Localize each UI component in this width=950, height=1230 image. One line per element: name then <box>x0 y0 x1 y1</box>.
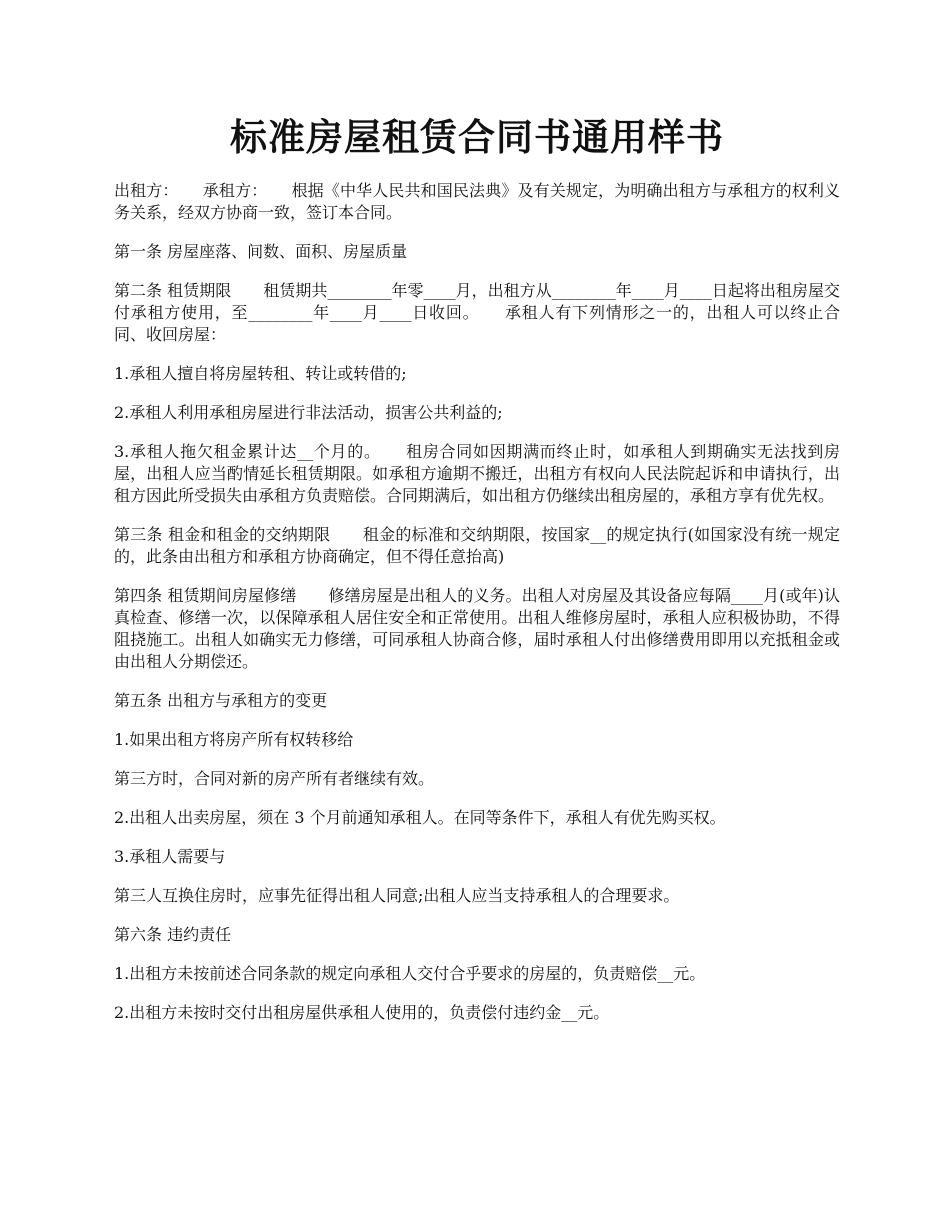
paragraph-item: 2.出租方未按时交付出租房屋供承租人使用的，负责偿付违约金__元。 <box>114 1003 610 1022</box>
document-page <box>114 0 840 1041</box>
paragraph-article-5: 第五条 出租方与承租方的变更 <box>114 691 328 710</box>
document-body <box>114 180 840 1024</box>
paragraph-item: 1.如果出租方将房产所有权转移给 <box>114 730 354 749</box>
paragraph-item: 第三方时，合同对新的房产所有者继续有效。 <box>114 769 435 788</box>
paragraph-item: 2.承租人利用承租房屋进行非法活动，损害公共利益的; <box>114 403 503 422</box>
paragraph-item: 1.承租人擅自将房屋转租、转让或转借的; <box>114 364 407 383</box>
paragraph-item: 3.承租人需要与 <box>114 847 226 866</box>
paragraph-article-3: 第三条 租金和租金的交纳期限 租金的标准和交纳期限，按国家__的规定执行(如国家没有统一规定的，此条由出租方和承租方协商确定，但不得任意抬高) <box>114 525 840 566</box>
paragraph-article-4: 第四条 租赁期间房屋修缮 修缮房屋是出租人的义务。出租人对房屋及其设备应每隔____月(或年)认真检查、修缮一次，以保障承租人居住安全和正常使用。出租人维修房屋时，承租人应积极协助，不得阻挠施工。出租人如确实无力修缮，可同承租人协商合修，届时承租人付出修缮费用即用以充抵租金或由出租人分期偿还。 <box>114 586 840 671</box>
paragraph-item: 第三人互换住房时，应事先征得出租人同意;出租人应当支持承租人的合理要求。 <box>114 886 680 905</box>
paragraph-article-1: 第一条 房屋座落、间数、面积、房屋质量 <box>114 242 408 261</box>
paragraph-article-6: 第六条 违约责任 <box>114 925 232 944</box>
paragraph-preamble: 出租方： 承租方： 根据《中华人民共和国民法典》及有关规定，为明确出租方与承租方的权利义务关系，经双方协商一致，签订本合同。 <box>114 181 840 222</box>
paragraph-item: 2.出租人出卖房屋，须在 3 个月前通知承租人。在同等条件下，承租人有优先购买权。 <box>114 808 726 827</box>
paragraph-item: 3.承租人拖欠租金累计达__个月的。 租房合同如因期满而终止时，如承租人到期确实无法找到房屋，出租人应当酌情延长租赁期限。如承租方逾期不搬迁，出租方有权向人民法院起诉和申请执行，出租方因此所受损失由承租方负责赔偿。合同期满后，如出租方仍继续出租房屋的，承租方享有优先权。 <box>114 442 840 505</box>
paragraph-article-2: 第二条 租赁期限 租赁期共________年零____月，出租方从________年____月____日起将出租房屋交付承租方使用，至________年____月____日收回。 承租人有下列情形之一的，出租人可以终止合同、收回房屋： <box>114 281 840 344</box>
paragraph-item: 1.出租方未按前述合同条款的规定向承租人交付合乎要求的房屋的，负责赔偿__元。 <box>114 964 706 983</box>
document-title: 标准房屋租赁合同书通用样书 <box>230 115 724 159</box>
